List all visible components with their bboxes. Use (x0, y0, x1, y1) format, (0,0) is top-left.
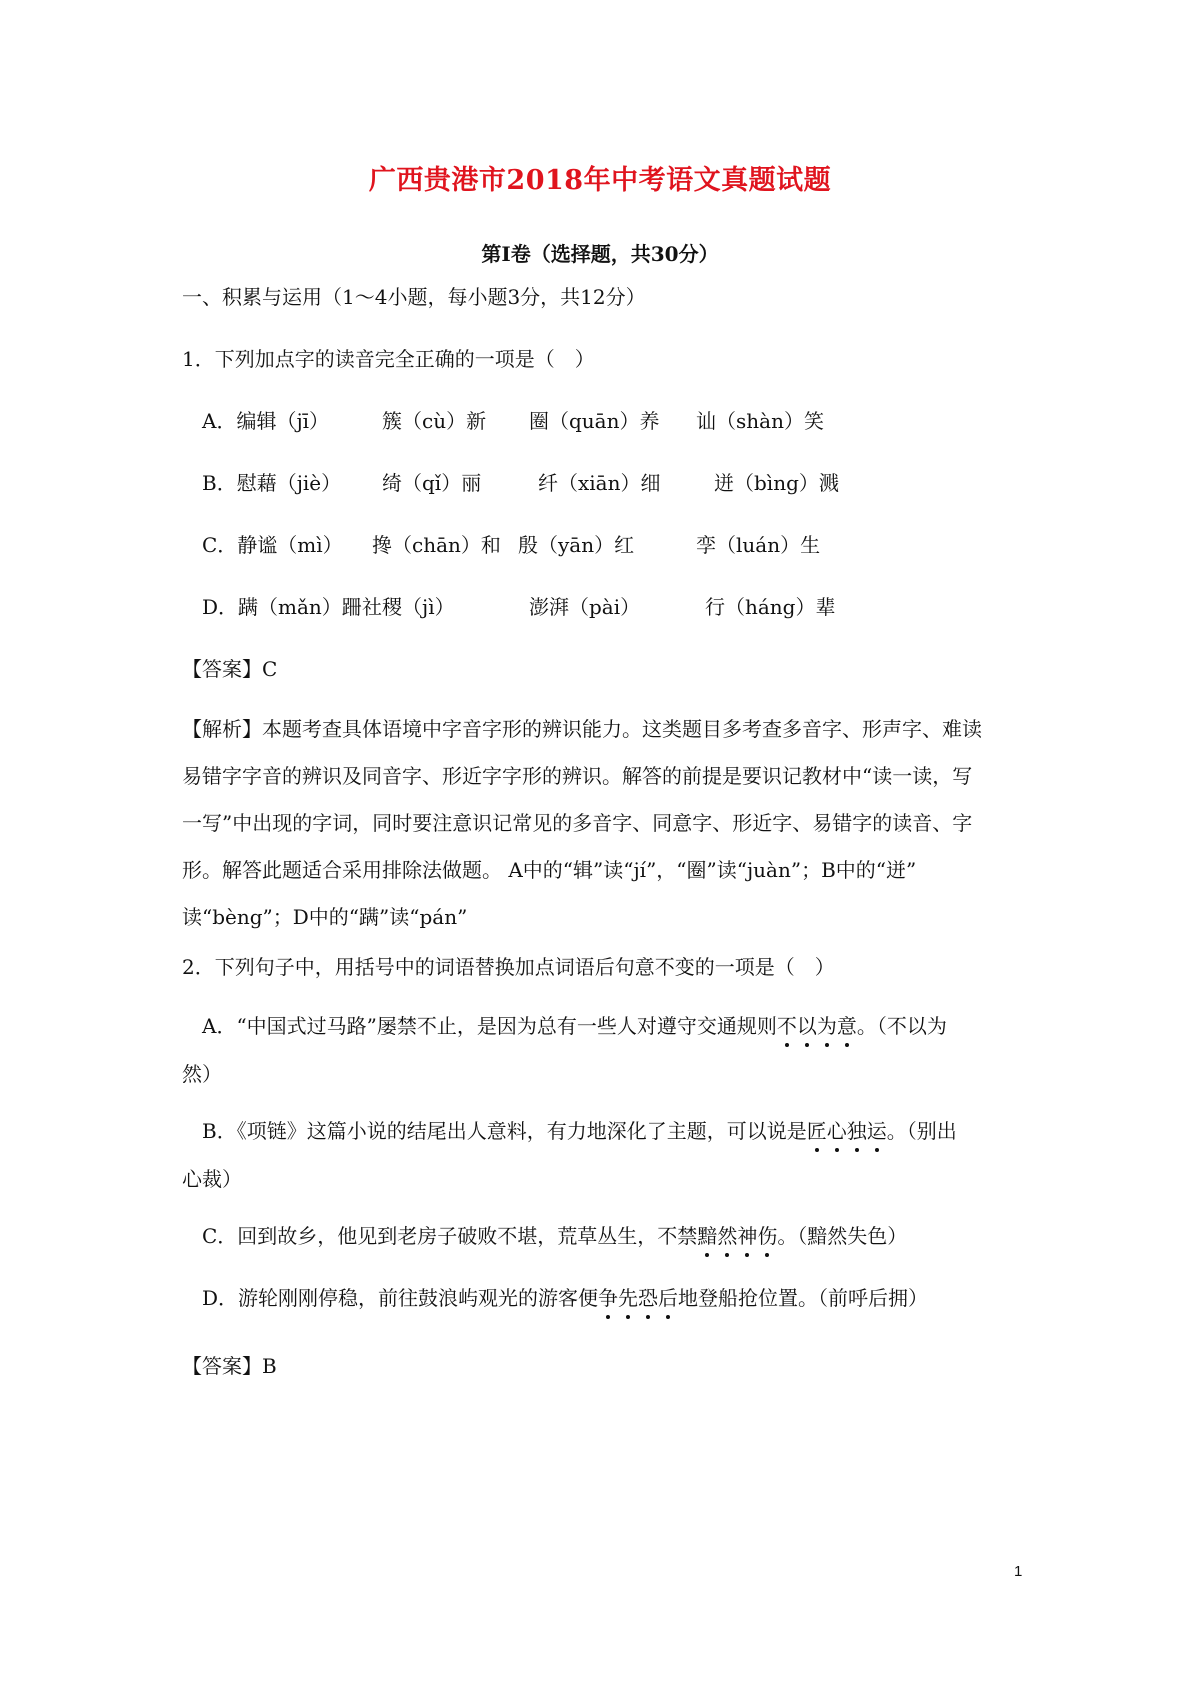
dotted-word (777, 1014, 857, 1038)
option-cell: 迸（bìng）溅 (714, 471, 839, 495)
question-1-option-a (202, 407, 962, 435)
option-cell: C．静谧（mì） (202, 533, 343, 557)
question-1-stem: 1．下列加点字的读音完全正确的一项是（ ） (182, 347, 595, 371)
section-subtitle: 第Ⅰ卷（选择题，共30分） (481, 242, 719, 266)
emphasis-char: 神 (737, 1224, 758, 1248)
option-text: C．回到故乡，他见到老房子破败不堪，荒草丛生，不禁 (202, 1224, 698, 1248)
dotted-word (598, 1286, 678, 1310)
question-1-analysis (182, 706, 1027, 941)
option-cell: 澎湃（pài） (529, 595, 641, 619)
page-title: 广西贵港市2018年中考语文真题试题 (368, 165, 832, 196)
option-text: 。（不以为 (856, 1014, 947, 1038)
option-cell: 绮（qǐ）丽 (382, 471, 482, 495)
option-cell: 行（háng）辈 (705, 595, 836, 619)
emphasis-char: 独 (846, 1119, 867, 1143)
question-2-answer: 【答案】B (182, 1354, 277, 1378)
option-text: 地登船抢位置。（前呼后拥） (678, 1286, 929, 1310)
option-cell: 社稷（jì） (362, 595, 455, 619)
option-cell: B．慰藉（jiè） (202, 471, 342, 495)
option-cell: 孪（luán）生 (696, 533, 821, 557)
emphasis-char: 黯 (697, 1224, 718, 1248)
emphasis-char: 为 (816, 1014, 837, 1038)
option-text: B．《项链》这篇小说的结尾出人意料，有力地深化了主题，可以说是 (202, 1119, 807, 1143)
section-heading: 一、积累与运用（1～4小题，每小题3分，共12分） (182, 285, 646, 309)
option-cell: D．蹒（mǎn）跚 (202, 595, 362, 619)
question-2-option-a (202, 1012, 947, 1040)
option-cell: 讪（shàn）笑 (696, 409, 824, 433)
analysis-line: 【解析】本题考查具体语境中字音字形的辨识能力。这类题目多考查多音字、形声字、难读 (182, 717, 982, 741)
option-cell: 殷（yān）红 (518, 533, 635, 557)
analysis-line: 形。解答此题适合采用排除法做题。 A中的“辑”读“jí”，“圈”读“juàn”；B中的“迸” (182, 858, 917, 882)
option-cell: A．编辑（jī） (202, 409, 330, 433)
option-text: 。（别出 (886, 1119, 957, 1143)
question-2-option-a-cont: 然） (182, 1062, 222, 1086)
question-1-option-c (202, 531, 962, 559)
option-text: D．游轮刚刚停稳，前往鼓浪屿观光的游客便 (202, 1286, 599, 1310)
emphasis-char: 心 (826, 1119, 847, 1143)
analysis-line: 易错字字音的辨识及同音字、形近字字形的辨识。解答的前提是要识记教材中“读一读，写 (182, 764, 973, 788)
option-cell: 搀（chān）和 (372, 533, 501, 557)
emphasis-char: 恐 (638, 1286, 659, 1310)
question-1-option-d (202, 593, 962, 621)
option-text: A．“中国式过马路”屡禁不止，是因为总有一些人对遵守交通规则 (202, 1014, 777, 1038)
emphasis-char: 争 (598, 1286, 619, 1310)
question-1-answer: 【答案】C (182, 657, 278, 681)
option-cell: 簇（cù）新 (382, 409, 487, 433)
question-2-option-b (202, 1117, 957, 1145)
emphasis-char: 匠 (806, 1119, 827, 1143)
analysis-line: 读“bèng”；D中的“蹒”读“pán” (182, 905, 468, 929)
question-2-option-c (202, 1222, 907, 1250)
option-cell: 圈（quān）养 (529, 409, 660, 433)
emphasis-char: 以 (796, 1014, 817, 1038)
option-cell: 纤（xiān）细 (538, 471, 661, 495)
question-2-option-b-cont: 心裁） (182, 1167, 242, 1191)
dotted-word (697, 1224, 777, 1248)
emphasis-char: 伤 (757, 1224, 778, 1248)
option-text: 。（黯然失色） (777, 1224, 908, 1248)
emphasis-char: 意 (836, 1014, 857, 1038)
emphasis-char: 后 (658, 1286, 679, 1310)
page-number: 1 (1014, 1563, 1023, 1580)
analysis-line: 一写”中出现的字词，同时要注意识记常见的多音字、同意字、形近字、易错字的读音、字 (182, 811, 973, 835)
question-1-option-b (202, 469, 962, 497)
emphasis-char: 先 (618, 1286, 639, 1310)
emphasis-char: 运 (866, 1119, 887, 1143)
emphasis-char: 不 (776, 1014, 797, 1038)
emphasis-char: 然 (717, 1224, 738, 1248)
question-2-stem: 2．下列句子中，用括号中的词语替换加点词语后句意不变的一项是（ ） (182, 955, 835, 979)
dotted-word (807, 1119, 887, 1143)
question-2-option-d (202, 1284, 928, 1312)
